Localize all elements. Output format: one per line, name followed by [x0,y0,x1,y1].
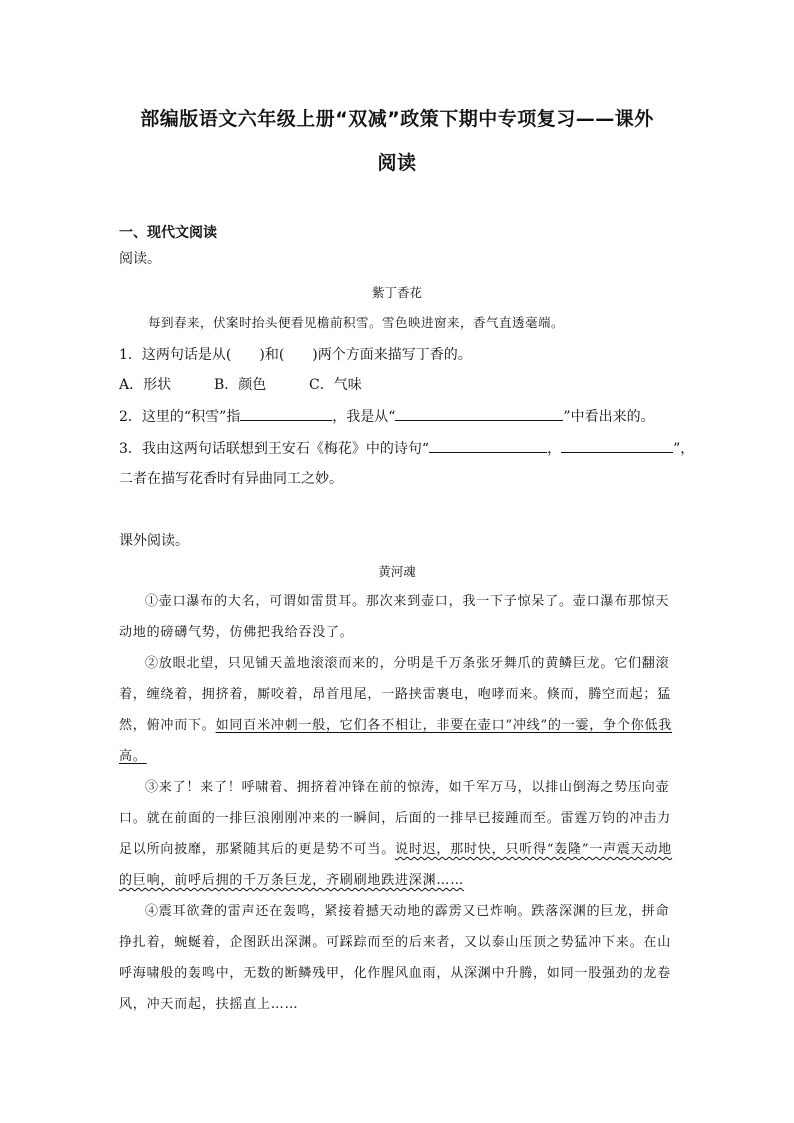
passage-2-body [119,586,679,1020]
instruction: 阅读。 [119,251,161,267]
answer-blank[interactable] [395,406,563,421]
doc-title-line-2: 阅读 [377,152,417,174]
passage-title: 紫丁香花 [371,285,422,300]
section-2-instruction: 课外阅读。 [119,533,189,549]
question-2: 2．这里的“积雪”指 ，我是从“ ”中看出来的。 [119,406,655,426]
answer-blank[interactable] [561,438,673,453]
option-b: B．颜色 [214,377,267,393]
answer-blank[interactable] [240,406,332,421]
paragraph-4: ④震耳欲聋的雷声还在轰鸣，紧接着撼天动地的霹雳又已炸响。跌落深渊的巨龙，拼命挣扎着，蜿蜒着，企图跃出深渊。可踩踪而至的后来者，又以泰山压顶之势猛冲下来。在山呼海啸般的轰鸣中，无数的断鳞残甲，化作腥风血雨，从深渊中升腾，如同一股强劲的龙卷风，冲天而起，扶摇直上…… [119,904,672,1012]
option-c: C．气味 [309,377,362,393]
question-1: 1．这两句话是从( )和( )两个方面来描写丁香的。 [119,347,472,363]
question-1-options [119,374,362,394]
passage-text: 每到春来，伏案时抬头便看见檐前积雪。雪色映进窗来，香气直透毫端。 [148,315,565,330]
underlined-sentence: 如同百米冲刺一般，它们各不相让，非要在壶口“冲线”的一霎，争个你低我高。 [119,718,673,764]
question-3: 3．我由这两句话联想到王安石《梅花》中的诗句“ ， ”， [119,438,694,458]
question-3-continued: 二者在描写花香时有异曲同工之妙。 [119,471,343,487]
paragraph-3: ③来了！来了！呼啸着、拥挤着冲锋在前的惊涛，如千军万马，以排山倒海之势压向壶口。就在前面的一排巨浪刚刚冲来的一瞬间，后面的一排早已接踵而至。雷霆万钧的冲击力足以所向披靡，那紧随其后的更是势不可当。说时迟，那时快，只听得“轰隆”一声震天动地的巨响，前呼后拥的千万条巨龙，齐刷刷地跌进深渊…… [119,780,673,888]
paragraph-2: ②放眼北望，只见铺天盖地滚滚而来的，分明是千万条张牙舞爪的黄鳞巨龙。它们翻滚着，缠绕着，拥挤着，厮咬着，昂首甩尾，一路挟雷裹电，咆哮而来。倏而，腾空而起；猛然，俯冲而下。如同百米冲刺一般，它们各不相让，非要在壶口“冲线”的一霎，争个你低我高。 [119,656,673,764]
passage-2-title: 黄河魂 [378,564,416,579]
paragraph-1: ①壶口瀑布的大名，可谓如雷贯耳。那次来到壶口，我一下子惊呆了。壶口瀑布那惊天动地的磅礴气势，仿佛把我给吞没了。 [119,594,670,640]
wavy-underlined-sentence: 说时迟，那时快，只听得“轰隆”一声震天动地的巨响，前呼后拥的千万条巨龙，齐刷刷地跌进深渊…… [119,842,673,888]
answer-blank[interactable] [429,438,547,453]
option-a: A．形状 [119,377,172,393]
doc-title-line-1: 部编版语文六年级上册“双减”政策下期中专项复习——课外 [140,108,654,130]
section-heading: 一、现代文阅读 [119,225,217,241]
